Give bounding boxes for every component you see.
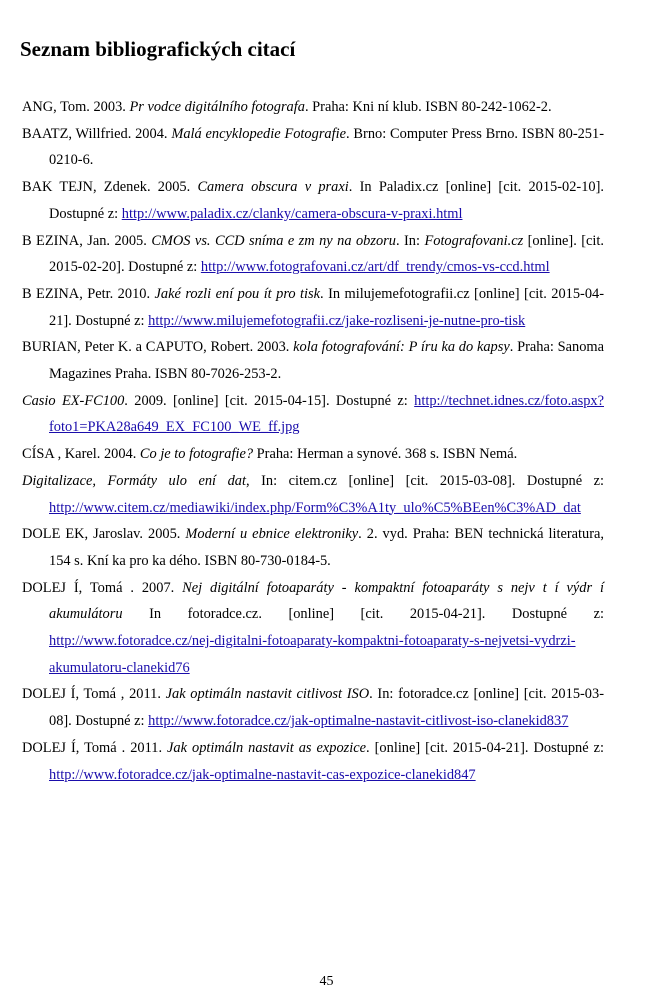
reference-entry — [22, 121, 604, 174]
reference-author: BURIAN, Peter K. a CAPUTO, Robert. 2003. — [22, 339, 294, 356]
reference-link[interactable]: http://technet.idnes.cz/foto.aspx?foto1=PKA28a649_EX_FC100_WE_ff.jpg — [49, 392, 604, 436]
reference-title: Digitalizace, Formáty ulo ení dat — [22, 472, 246, 489]
reference-title: Moderní u ebnice elektroniky — [185, 526, 359, 543]
reference-details: . 2. vyd. Praha: BEN technická literatura, 154 s. Kní ka pro ka dého. ISBN 80-730-0184-5. — [49, 526, 604, 569]
reference-author: BAATZ, Willfried. 2004. — [22, 125, 172, 142]
reference-entry — [22, 735, 604, 788]
reference-author: B EZINA, Jan. 2005. — [22, 232, 152, 249]
reference-details: . In milujemefotografii.cz [online] [cit. 2015-04-21]. Dostupné z: — [49, 285, 605, 329]
reference-author: ANG, Tom. 2003. — [22, 99, 130, 115]
reference-title: Co je to fotografie? — [139, 446, 254, 463]
reference-entry — [22, 521, 604, 574]
reference-author: DOLEJ Í, Tomá . 2007. — [22, 579, 183, 596]
reference-entry — [22, 228, 604, 281]
reference-entry — [22, 281, 604, 334]
reference-entry — [22, 388, 604, 441]
reference-author: B EZINA, Petr. 2010. — [22, 285, 155, 302]
reference-entry — [22, 575, 604, 682]
reference-list — [22, 94, 604, 788]
reference-details: . Praha: Kni ní klub. ISBN 80-242-1062-2. — [304, 99, 552, 115]
reference-details: In fotoradce.cz. [online] [cit. 2015-04-21]. Dostupné z: — [122, 606, 604, 623]
page-heading: Seznam bibliografických citací — [20, 37, 296, 61]
reference-author: DOLE EK, Jaroslav. 2005. — [22, 526, 186, 543]
reference-link[interactable]: http://www.fotografovani.cz/art/df_trendy/cmos-vs-ccd.html — [200, 259, 550, 276]
reference-source: Fotografovani.cz — [424, 232, 524, 249]
reference-entry — [22, 94, 604, 121]
reference-link[interactable]: http://www.fotoradce.cz/jak-optimalne-nastavit-citlivost-iso-clanekid837 — [148, 713, 569, 730]
reference-details: . In Paladix.cz [online] [cit. 2015-02-10]. Dostupné z: — [49, 179, 605, 222]
reference-title: Pr vodce digitálního fotografa — [129, 99, 305, 115]
reference-details: [online]. [cit. 2015-02-20]. Dostupné z: — [49, 232, 605, 276]
reference-details: . Praha: Sanoma Magazines Praha. ISBN 80-7026-253-2. — [49, 339, 604, 383]
reference-details: . In: fotoradce.cz [online] [cit. 2015-03-08]. Dostupné z: — [49, 686, 604, 730]
reference-title: Nej digitální fotoaparáty - kompaktní fotoaparáty s nejv t í výdr í akumulátoru — [49, 579, 604, 623]
reference-title: Casio EX-FC100 — [22, 392, 125, 409]
reference-details: . [online] [cit. 2015-04-21]. Dostupné z: — [366, 739, 604, 756]
reference-entry — [22, 174, 604, 227]
reference-title: Jaké rozli ení pou ít pro tisk — [154, 285, 321, 302]
reference-author: CÍSA , Karel. 2004. — [22, 446, 140, 463]
reference-link[interactable]: http://www.fotoradce.cz/jak-optimalne-nastavit-cas-expozice-clanekid847 — [49, 766, 476, 783]
reference-title: Malá encyklopedie Fotografie — [171, 125, 347, 142]
reference-link[interactable]: http://www.milujemefotografii.cz/jake-rozliseni-je-nutne-pro-tisk — [148, 312, 526, 329]
page-number: 45 — [319, 974, 334, 989]
reference-entry — [22, 441, 604, 468]
reference-title: kola fotografování: P íru ka do kapsy — [293, 339, 510, 356]
reference-link[interactable]: http://www.fotoradce.cz/nej-digitalni-fotoaparaty-kompaktni-fotoaparaty-s-nejvetsi-vydrzi-akumulatoru-clanekid76 — [49, 633, 576, 676]
reference-title: CMOS vs. CCD sníma e zm ny na obzoru — [151, 232, 396, 249]
reference-entry — [22, 334, 604, 387]
reference-details: , In: citem.cz [online] [cit. 2015-03-08]. Dostupné z: — [245, 472, 605, 489]
reference-details: . In: — [395, 232, 425, 249]
reference-author: DOLEJ Í, Tomá , 2011. — [22, 686, 166, 703]
reference-details: . 2009. [online] [cit. 2015-04-15]. Dostupné z: — [124, 392, 415, 409]
reference-entry — [22, 681, 604, 734]
reference-link[interactable]: http://www.citem.cz/mediawiki/index.php/Form%C3%A1ty_ulo%C5%BEen%C3%AD_dat — [49, 499, 581, 516]
reference-link[interactable]: http://www.paladix.cz/clanky/camera-obscura-v-praxi.html — [121, 205, 463, 222]
reference-title: Jak optimáln nastavit citlivost ISO — [165, 686, 370, 703]
reference-details: Praha: Herman a synové. 368 s. ISBN Nemá. — [253, 446, 518, 463]
reference-author: DOLEJ Í, Tomá . 2011. — [22, 739, 168, 756]
reference-author: BAK TEJN, Zdenek. 2005. — [22, 179, 198, 196]
reference-title: Jak optimáln nastavit as expozice — [167, 739, 367, 756]
reference-details: . Brno: Computer Press Brno. ISBN 80-251-0210-6. — [49, 125, 604, 169]
reference-entry — [22, 468, 604, 521]
reference-title: Camera obscura v praxi — [197, 179, 349, 196]
